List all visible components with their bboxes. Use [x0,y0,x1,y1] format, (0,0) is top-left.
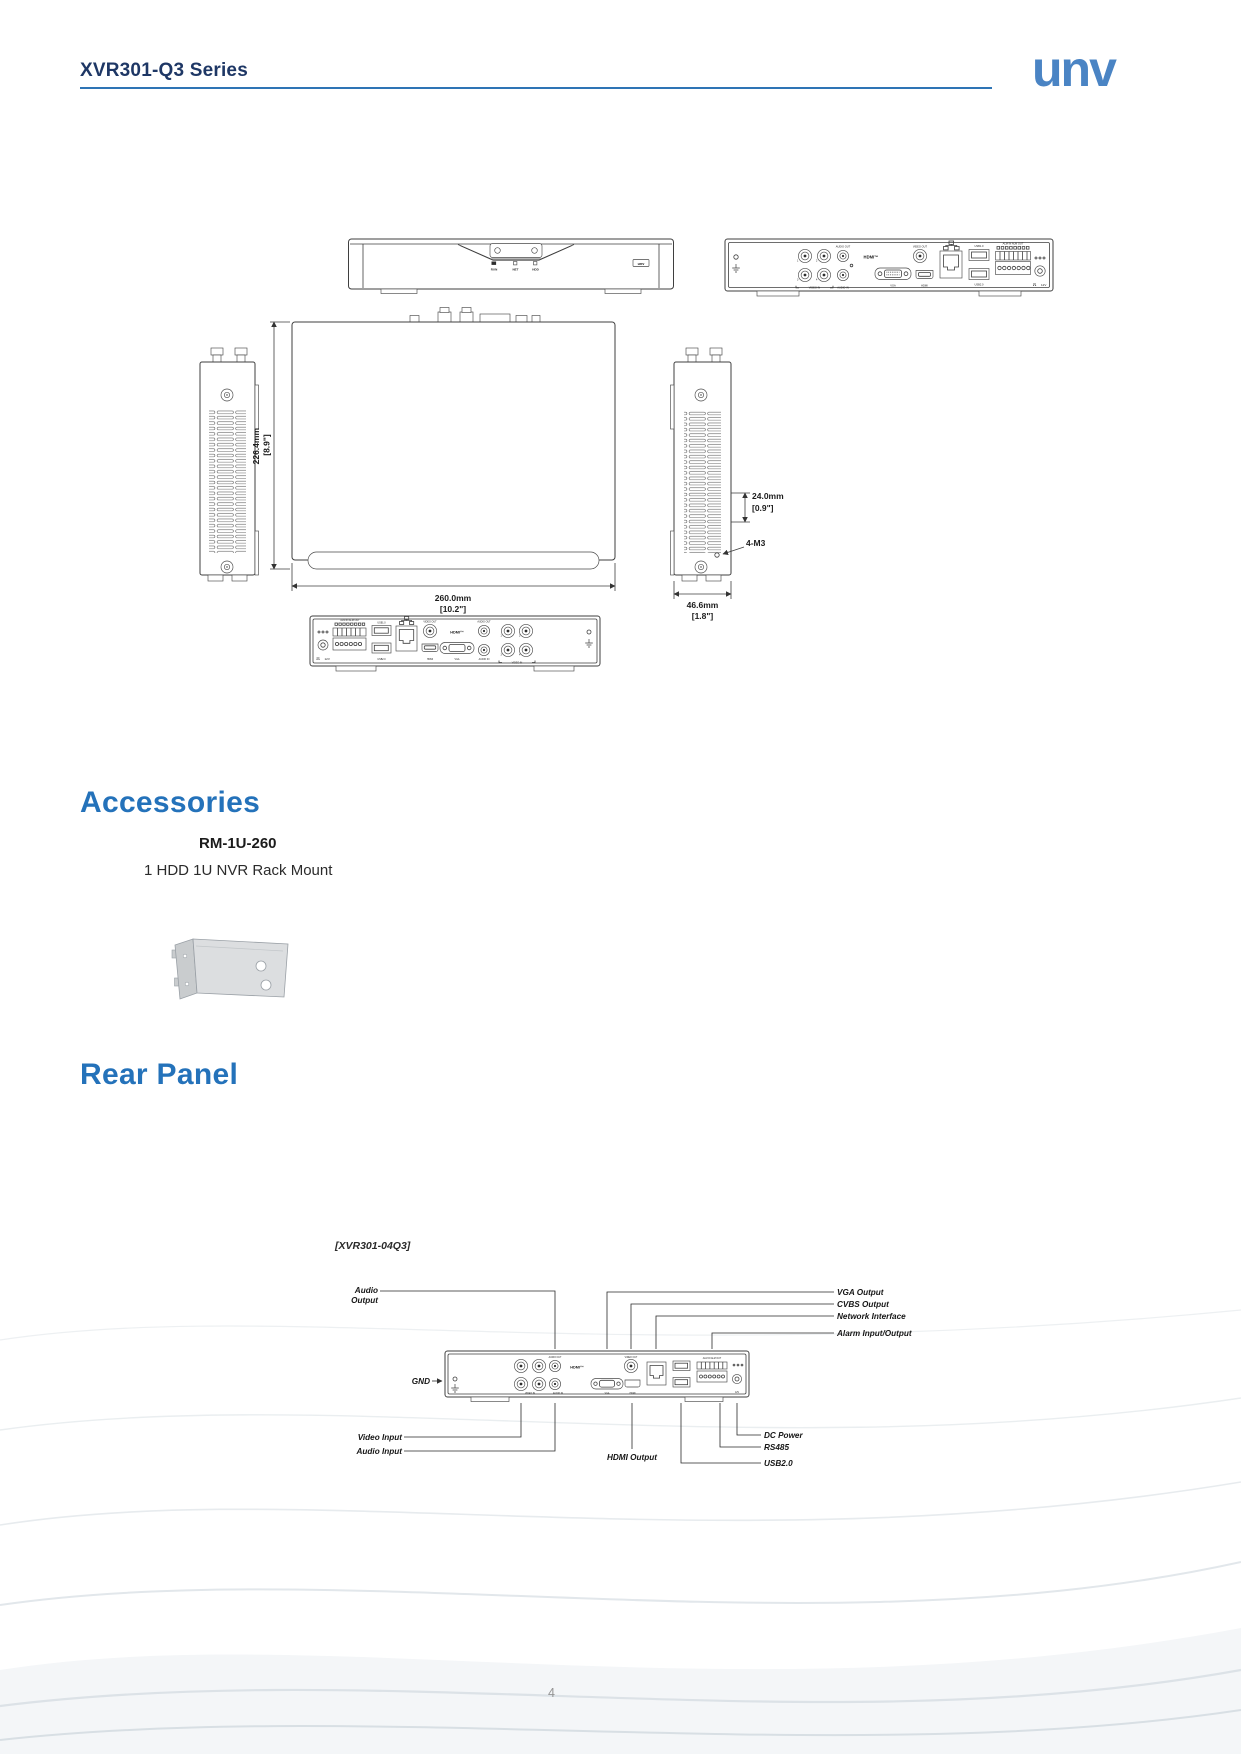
callout-usb: USB2.0 [764,1459,793,1468]
rear-panel-model-tag: [XVR301-04Q3] [335,1240,411,1252]
top-view-geometry [292,308,615,570]
audio-in-label: AUDIO IN [478,657,490,661]
front-brand-badge [633,260,649,267]
usb1-label: USB1.0 [974,245,984,248]
audio-in-label: AUDIO IN [552,1392,564,1395]
callout-alarm-io: Alarm Input/Output [837,1329,912,1338]
dc-power-label: 12V [1041,282,1047,287]
hdmi-port-label: HDMI [426,657,434,661]
width-dimension-mm: 260.0mm [434,593,472,603]
video-out-label: VIDEO OUT [912,245,928,249]
hdmi-logo-text: HDMI™ [570,1365,584,1370]
dc-power-label: 12V [324,656,330,661]
callout-audio-input: Audio Input [356,1447,402,1456]
screw-spec-label: 4-M3 [746,538,766,548]
unv-logo [1030,36,1160,96]
audio-out-label: AUDIO OUT [835,245,851,249]
depth-dimension [251,322,290,569]
page-number: 4 [548,1686,555,1700]
callout-audio-output-2: Output [351,1296,378,1305]
net-led-icon [514,262,517,265]
vga-label: VGA [454,657,460,661]
callout-audio-output-1: Audio [354,1286,378,1295]
front-brand-badge-text: unv [637,261,645,266]
callout-video-input: Video Input [357,1433,402,1442]
front-view-drawing [347,237,675,299]
hole-offset-in: [0.9"] [752,503,774,513]
usb1-label: USB1.0 [377,621,386,625]
vga-label: VGA [604,1392,610,1395]
bnc-number: 2 [816,259,818,263]
callout-hdmi-output: HDMI Output [606,1453,658,1462]
led-label-run: RUN [490,267,498,272]
rear-view-mirrored-drawing [306,612,604,684]
accessory-model: RM-1U-260 [199,835,277,852]
video-in-label: VIDEO IN [524,1392,536,1395]
alarm-label: ALM IN ALM OUT [340,619,360,622]
accessories-heading: Accessories [80,786,261,819]
bnc-number: 4 [519,653,521,657]
hdmi-logo-text: HDMI™ [450,630,464,635]
bnc-number: 3 [500,653,502,657]
hdmi-port-label: HDMI [629,1392,636,1395]
bnc-number: 1 [797,259,799,263]
height-dimension [674,581,731,621]
led-label-hdd: HDD [532,267,539,272]
video-in-label: VIDEO IN [511,661,523,665]
bnc-number: 1 [500,634,502,638]
rear-panel-device-drawing [445,1351,749,1402]
width-dimension-in: [10.2"] [439,604,467,614]
video-out-label: VIDEO OUT [423,620,437,624]
header-divider [80,87,992,89]
video-in-label: VIDEO IN [808,286,821,290]
usb2-label: USB2.0 [974,283,984,287]
bnc-number: 2 [519,634,521,638]
hole-offset-dimension [731,491,784,522]
hdmi-logo-text: HDMI™ [863,254,879,260]
audio-out-label: AUDIO OUT [548,1357,562,1359]
bnc-number: 3 [797,278,799,282]
vent-grille [209,410,246,553]
depth-dimension-label: 226.4mm [8.9"] [251,427,272,465]
video-out-bnc-icon [913,245,928,263]
bnc-number: 4 [816,278,818,282]
top-view-drawing [250,303,630,618]
dc-power-label: 12V [734,1392,740,1394]
hole-offset-mm: 24.0mm [752,491,784,501]
video-out-label: VIDEO OUT [624,1357,638,1359]
vga-label: VGA [890,284,896,288]
callout-cvbs-output: CVBS Output [837,1300,889,1309]
led-label-net: NET [512,267,519,272]
side-view-geometry [671,348,732,581]
callout-rs485: RS485 [764,1443,790,1452]
right-side-view-drawing [670,303,830,625]
run-led-icon [492,262,497,265]
alarm-label: ALM IN ALM OUT [702,1358,722,1360]
alarm-label: ALM IN ALM OUT [1002,242,1024,246]
callout-dc-power: DC Power [764,1431,803,1440]
rear-panel-callout-diagram [330,1283,942,1488]
bracket-geometry [172,939,288,999]
rack-mount-bracket-image [166,926,306,1008]
height-dimension-in: [1.8"] [691,611,714,621]
rear-view-drawing [723,237,1055,299]
width-dimension [292,563,615,614]
accessory-description: 1 HDD 1U NVR Rack Mount [144,862,333,879]
usb2-label: USB2.0 [377,657,386,661]
rear-panel-heading: Rear Panel [80,1058,239,1091]
callout-vga-output: VGA Output [837,1288,884,1297]
audio-in-label: AUDIO IN [837,286,849,290]
video-out-bnc-icon [423,621,437,638]
hdmi-port-label: HDMI [921,284,928,288]
vent-grille [684,410,721,553]
callout-network-interface: Network Interface [837,1312,906,1321]
hdd-led-icon [534,262,537,265]
page-title: XVR301-Q3 Series [80,60,248,81]
height-dimension-mm: 46.6mm [686,600,719,610]
audio-out-label: AUDIO OUT [477,620,491,624]
unv-logo-text: unv [1032,41,1115,96]
callout-gnd: GND [411,1377,430,1386]
